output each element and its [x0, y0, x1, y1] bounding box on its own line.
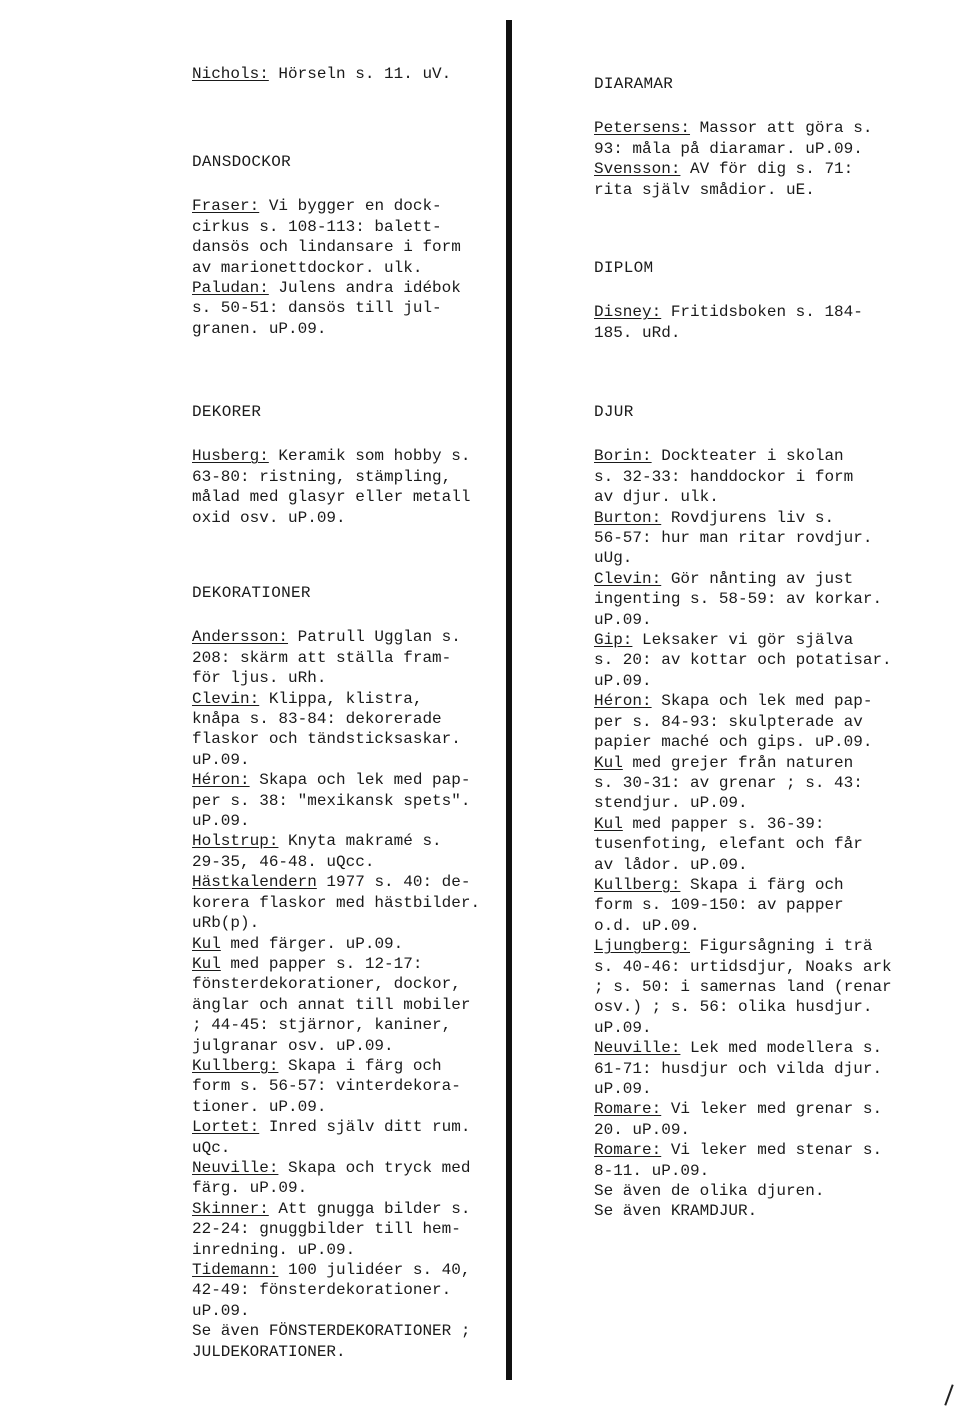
entry-line	[192, 1117, 512, 1137]
entry-line	[192, 668, 512, 688]
entry-text: s. 32-33: handdockor i form	[594, 467, 854, 486]
bibliography-entry	[192, 1199, 512, 1260]
entry-text: julgranar osv. uP.09.	[192, 1036, 394, 1055]
entry-text: dansös och lindansare i form	[192, 238, 461, 257]
entry-line	[192, 196, 512, 216]
entry-line	[594, 997, 934, 1017]
entry-author: Petersens:	[594, 119, 691, 138]
entry-line	[594, 1120, 934, 1140]
entry-text: 61-71: husdjur och vilda djur.	[594, 1059, 883, 1078]
entry-text: med papper s. 12-17:	[220, 954, 423, 973]
entry-line	[594, 528, 934, 548]
bibliography-entry	[192, 934, 512, 954]
entry-line	[594, 1079, 934, 1099]
entry-text: Se även FÖNSTERDEKORATIONER ;	[192, 1322, 471, 1341]
entry-line	[192, 1015, 512, 1035]
section-diplom	[594, 258, 934, 343]
entry-text: 63-80: ristning, stämpling,	[192, 467, 452, 486]
bibliography-entry	[192, 627, 512, 688]
entry-author: Kul	[594, 753, 623, 772]
entry-author: Husberg:	[192, 447, 269, 466]
entry-line	[192, 1199, 512, 1219]
entry-line	[192, 1301, 512, 1321]
entry-line	[192, 811, 512, 831]
section-dekorationer	[192, 583, 512, 1362]
entry-author: Disney:	[594, 303, 662, 322]
entry-line	[192, 1178, 512, 1198]
entry-line	[192, 872, 512, 892]
bibliography-entry	[594, 446, 934, 507]
section-dekorer	[192, 402, 512, 528]
entry-text: Figursågning i trä	[690, 937, 873, 956]
entry-text: 185. uRd.	[594, 323, 681, 342]
entry-text: Vi leker med grenar s.	[661, 1100, 883, 1119]
entry-line	[192, 278, 512, 298]
entry-line	[594, 1181, 934, 1201]
entry-text: med grejer från naturen	[622, 753, 854, 772]
entry-author: Neuville:	[192, 1158, 279, 1177]
bibliography-entry	[594, 1201, 934, 1221]
bibliography-entry	[594, 1038, 934, 1099]
entry-text: stendjur. uP.09.	[594, 794, 748, 813]
entry-author: Kul	[594, 814, 623, 833]
entry-line	[192, 995, 512, 1015]
entry-text: Skapa i färg och	[278, 1056, 442, 1075]
entry-text: 29-35, 46-48. uQcc.	[192, 852, 375, 871]
entry-author: Burton:	[594, 508, 662, 527]
bibliography-entry	[192, 1321, 512, 1362]
entry-line	[192, 852, 512, 872]
entry-line	[192, 709, 512, 729]
entry-text: färg. uP.09.	[192, 1179, 308, 1198]
bibliography-entry	[192, 872, 512, 933]
entry-line	[594, 650, 934, 670]
bibliography-entry	[594, 118, 934, 159]
entry-text: 42-49: fönsterdekorationer.	[192, 1281, 452, 1300]
entry-line	[192, 893, 512, 913]
entry-author: Fraser:	[192, 197, 260, 216]
entry-line	[192, 1240, 512, 1260]
bibliography-entry	[594, 1181, 934, 1201]
entry-line	[594, 1099, 934, 1119]
entry-text: 100 julidéer s. 40,	[278, 1261, 471, 1279]
entry-text: AV för dig s. 71:	[680, 160, 854, 179]
entry-text: Rovdjurens liv s.	[661, 508, 835, 527]
entry-text: 1977 s. 40: de-	[316, 873, 471, 892]
entry-text: inredning. uP.09.	[192, 1240, 356, 1259]
entry-line	[192, 1138, 512, 1158]
section-heading: DANSDOCKOR	[192, 153, 292, 171]
entry-author: Clevin:	[192, 689, 260, 708]
bibliography-entry	[594, 814, 934, 875]
entry-line	[192, 1076, 512, 1096]
entry-line	[594, 302, 934, 322]
entry-line	[594, 630, 934, 650]
entry-text: s. 50-51: dansös till jul-	[192, 299, 442, 318]
entry-line	[192, 1219, 512, 1239]
entry-author: Clevin:	[594, 569, 662, 588]
section-heading: DEKORER	[192, 403, 262, 421]
section-djur	[594, 402, 934, 1222]
entry-text: 93: måla på diaramar. uP.09.	[594, 139, 863, 158]
entry-line	[192, 237, 512, 257]
entry-line	[594, 569, 934, 589]
entry-author: Nichols:	[192, 65, 269, 83]
entry-line	[192, 298, 512, 318]
entry-author: Neuville:	[594, 1039, 681, 1058]
entry-text: ; s. 50: i samernas land (renar	[594, 977, 892, 996]
entry-text: uQc.	[192, 1138, 231, 1157]
bibliography-entry	[192, 1158, 512, 1199]
entry-text: uP.09.	[192, 750, 250, 769]
entry-text: 20. uP.09.	[594, 1120, 691, 1139]
entry-text: s. 30-31: av grenar ; s. 43:	[594, 773, 863, 792]
entry-text: flaskor och tändsticksaskar.	[192, 730, 461, 749]
entry-text: Massor att göra s.	[690, 119, 873, 138]
entry-author: Tidemann:	[192, 1261, 279, 1279]
entry-text: Vi bygger en dock-	[259, 197, 442, 216]
entry-text: osv.) ; s. 56: olika husdjur.	[594, 998, 873, 1017]
entry-line	[594, 712, 934, 732]
bibliography-entry	[192, 831, 512, 872]
entry-text: tioner. uP.09.	[192, 1097, 327, 1116]
entry-text: för ljus. uRh.	[192, 669, 327, 688]
bibliography-entry	[192, 1260, 512, 1321]
entry-author: Svensson:	[594, 160, 681, 179]
entry-line	[594, 773, 934, 793]
entry-line	[192, 974, 512, 994]
entry-line	[594, 895, 934, 915]
entry-text: Gör nånting av just	[661, 569, 854, 588]
entry-author: Andersson:	[192, 628, 289, 647]
bibliography-entry	[594, 508, 934, 569]
bibliography-entry	[192, 278, 512, 339]
entry-line	[192, 508, 512, 528]
entry-text: änglar och annat till mobiler	[192, 995, 471, 1014]
entry-line	[192, 750, 512, 770]
entry-line	[192, 791, 512, 811]
entry-text: korera flaskor med hästbilder.	[192, 893, 481, 912]
bibliography-entry	[594, 875, 934, 936]
entry-text: uP.09.	[192, 812, 250, 831]
entry-text: fönsterdekorationer, dockor,	[192, 975, 461, 994]
entry-text: av djur. ulk.	[594, 488, 719, 507]
entry-line	[192, 627, 512, 647]
entry-text: ingenting s. 58-59: av korkar.	[594, 590, 883, 609]
section-heading: DIPLOM	[594, 259, 654, 277]
entry-line	[192, 831, 512, 851]
bibliography-entry	[594, 936, 934, 1038]
bibliography-entry	[594, 159, 934, 200]
entry-author: Romare:	[594, 1100, 662, 1119]
bibliography-entry	[594, 569, 934, 630]
entry-author: Holstrup:	[192, 832, 279, 851]
entry-author: Hästkalendern	[192, 873, 317, 892]
entry-line	[192, 1260, 512, 1280]
entry-text: av lådor. uP.09.	[594, 855, 748, 874]
entry-line	[594, 118, 934, 138]
bibliography-entry	[192, 1056, 512, 1117]
entry-text: per s. 38: "mexikansk spets".	[192, 791, 471, 810]
entry-line	[594, 508, 934, 528]
entry-line	[594, 1038, 934, 1058]
entry-author: Kullberg:	[192, 1056, 279, 1075]
entry-line	[192, 1097, 512, 1117]
entry-line	[594, 1161, 934, 1181]
entry-text: uUg.	[594, 549, 633, 568]
bibliography-entry	[192, 196, 512, 278]
entry-text: uP.09.	[594, 1080, 652, 1098]
entry-line	[594, 875, 934, 895]
entry-text: Vi leker med stenar s.	[661, 1141, 883, 1160]
entry-author: Héron:	[594, 692, 652, 711]
entry-text: uP.09.	[594, 671, 652, 690]
entry-line	[594, 180, 934, 200]
entry-author: Romare:	[594, 1141, 662, 1160]
entry-text: Se även de olika djuren.	[594, 1182, 825, 1201]
entry-text: Fritidsboken s. 184-	[661, 303, 863, 322]
entry-line	[192, 934, 512, 954]
entry-text: oxid osv. uP.09.	[192, 508, 346, 527]
bibliography-entry	[594, 753, 934, 814]
entry-text: uRb(p).	[192, 914, 260, 933]
entry-line	[594, 1059, 934, 1079]
entry-text: 208: skärm att ställa fram-	[192, 648, 452, 667]
entry-text: knåpa s. 83-84: dekorerade	[192, 710, 442, 729]
entry-nichols	[192, 64, 512, 84]
entry-text: uP.09.	[192, 1301, 250, 1320]
entry-author: Gip:	[594, 631, 633, 650]
entry-line	[594, 732, 934, 752]
entry-line	[594, 916, 934, 936]
entry-text: Hörseln s. 11. uV.	[268, 65, 452, 83]
bibliography-entry	[594, 691, 934, 752]
entry-text: form s. 56-57: vinterdekora-	[192, 1077, 461, 1096]
entry-line	[192, 1280, 512, 1300]
entry-line	[594, 936, 934, 956]
entry-line	[594, 855, 934, 875]
entry-line	[594, 446, 934, 466]
bibliography-entry	[594, 1099, 934, 1140]
section-dansdockor	[192, 152, 512, 339]
entry-line	[192, 319, 512, 339]
entry-text: Att gnugga bilder s.	[268, 1199, 471, 1218]
entry-line	[594, 487, 934, 507]
entry-line	[192, 954, 512, 974]
entry-line	[594, 1018, 934, 1038]
bibliography-entry	[192, 446, 512, 528]
bibliography-entry	[594, 1140, 934, 1181]
entry-line	[192, 487, 512, 507]
section-heading: DIARAMAR	[594, 75, 674, 93]
entry-line	[192, 729, 512, 749]
entry-text: Leksaker vi gör själva	[632, 631, 854, 650]
entry-line	[594, 753, 934, 773]
entry-line	[594, 159, 934, 179]
entry-author: Ljungberg:	[594, 937, 691, 956]
corner-stroke	[944, 1384, 953, 1405]
bibliography-entry	[192, 1117, 512, 1158]
entry-line	[192, 258, 512, 278]
entry-line	[192, 1158, 512, 1178]
entry-line	[594, 1140, 934, 1160]
entry-text: Skapa och lek med pap-	[651, 692, 873, 711]
entry-line	[192, 648, 512, 668]
entry-text: Knyta makramé s.	[278, 832, 442, 851]
bibliography-entry	[192, 689, 512, 771]
entry-text: Lek med modellera s.	[680, 1039, 883, 1058]
entry-line	[594, 671, 934, 691]
entry-text: s. 20: av kottar och potatisar.	[594, 651, 892, 670]
entry-text: Keramik som hobby s.	[268, 447, 471, 466]
entry-line	[192, 217, 512, 237]
entry-line	[594, 589, 934, 609]
entry-line	[594, 691, 934, 711]
entry-line	[192, 1321, 512, 1341]
entry-author: Héron:	[192, 771, 250, 790]
entry-text: per s. 84-93: skulpterade av	[594, 712, 863, 731]
entry-text: av marionettdockor. ulk.	[192, 258, 423, 277]
entry-text: granen. uP.09.	[192, 319, 327, 338]
entry-line	[594, 977, 934, 997]
entry-line	[192, 1056, 512, 1076]
entry-text: med papper s. 36-39:	[622, 814, 825, 833]
entry-text: ; 44-45: stjärnor, kaniner,	[192, 1016, 452, 1035]
entry-text: med färger. uP.09.	[220, 934, 404, 953]
entry-text: uP.09.	[594, 610, 652, 629]
entry-text: 56-57: hur man ritar rovdjur.	[594, 529, 873, 548]
entry-line	[192, 446, 512, 466]
entry-author: Kul	[192, 954, 221, 973]
entry-line	[594, 957, 934, 977]
column-divider	[506, 20, 512, 1380]
entry-line	[192, 770, 512, 790]
entry-text: Patrull Ugglan s.	[288, 628, 461, 647]
entry-author: Kullberg:	[594, 875, 681, 894]
entry-text: Klippa, klistra,	[259, 689, 423, 708]
entry-line	[594, 548, 934, 568]
entry-text: 22-24: gnuggbilder till hem-	[192, 1220, 461, 1239]
entry-text: papier maché och gips. uP.09.	[594, 733, 873, 752]
entry-text: målad med glasyr eller metall	[192, 488, 471, 507]
section-heading: DEKORATIONER	[192, 584, 311, 602]
entry-line	[192, 689, 512, 709]
entry-text: Inred själv ditt rum.	[259, 1118, 471, 1137]
entry-line	[594, 1201, 934, 1221]
section-diaramar	[594, 74, 934, 200]
entry-line	[192, 1036, 512, 1056]
entry-text: form s. 109-150: av papper	[594, 896, 844, 915]
entry-line	[594, 467, 934, 487]
bibliography-entry	[192, 954, 512, 1056]
entry-text: JULDEKORATIONER.	[192, 1342, 346, 1361]
entry-author: Lortet:	[192, 1118, 260, 1137]
entry-author: Skinner:	[192, 1199, 269, 1218]
entry-text: Skapa och lek med pap-	[249, 771, 471, 790]
entry-author: Paludan:	[192, 279, 269, 298]
entry-line	[594, 814, 934, 834]
entry-text: Dockteater i skolan	[651, 447, 844, 466]
bibliography-entry	[192, 770, 512, 831]
entry-text: uP.09.	[594, 1018, 652, 1037]
entry-line	[594, 610, 934, 630]
entry-line	[594, 793, 934, 813]
entry-text: cirkus s. 108-113: balett-	[192, 217, 442, 236]
section-heading: DJUR	[594, 403, 634, 421]
entry-text: rita själv smådior. uE.	[594, 180, 815, 199]
entry-line	[594, 323, 934, 343]
entry-text: s. 40-46: urtidsdjur, Noaks ark	[594, 957, 892, 976]
entry-text: Skapa i färg och	[680, 875, 844, 894]
bibliography-entry	[594, 630, 934, 691]
entry-line	[192, 1342, 512, 1362]
entry-text: Skapa och tryck med	[278, 1158, 471, 1177]
entry-text: o.d. uP.09.	[594, 916, 700, 935]
entry-line	[192, 913, 512, 933]
entry-line	[192, 467, 512, 487]
entry-line	[594, 139, 934, 159]
entry-line	[594, 834, 934, 854]
entry-text: 8-11. uP.09.	[594, 1161, 710, 1180]
entry-text: tusenfoting, elefant och får	[594, 835, 863, 854]
entry-author: Borin:	[594, 447, 652, 466]
entry-text: Julens andra idébok	[268, 279, 461, 298]
bibliography-entry	[594, 302, 934, 343]
entry-author: Kul	[192, 934, 221, 953]
entry-text: Se även KRAMDJUR.	[594, 1202, 758, 1221]
